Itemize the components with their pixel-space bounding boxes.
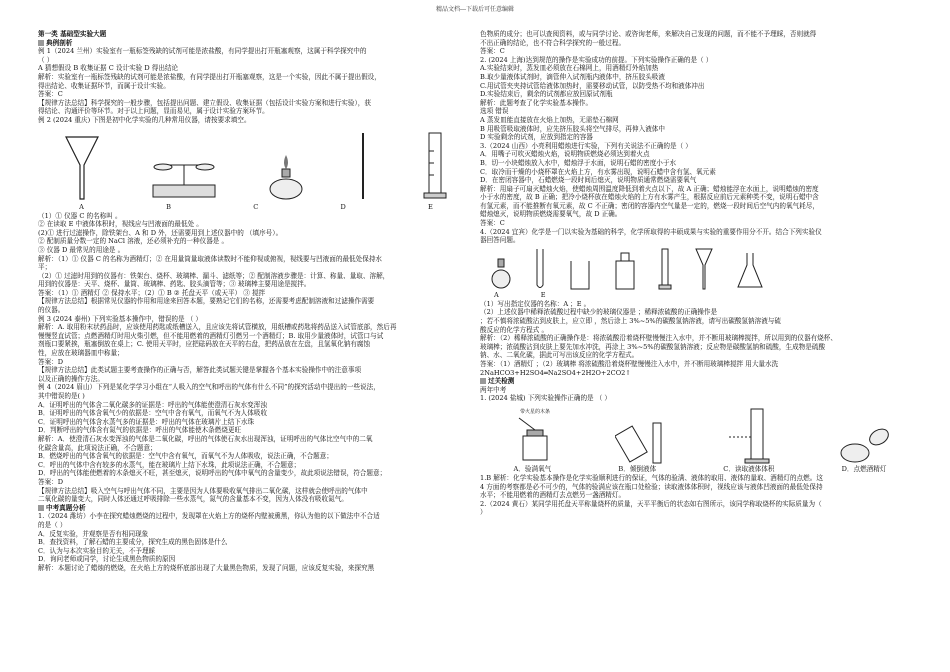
alcohol-lamp-icon xyxy=(266,151,306,201)
text-line: 平； xyxy=(38,263,52,272)
lighting-lamp-icon xyxy=(835,415,895,465)
text-line: B．查找资料，了解石蜡的主要成分，探究生成的黑色固体是什么 xyxy=(38,538,228,547)
instrument-figure xyxy=(38,127,474,201)
funnel-icon xyxy=(694,247,714,291)
subsection-title xyxy=(480,377,920,386)
right-block-2 xyxy=(480,300,920,377)
text-line: A．用嘴子可吹灭蜡烛火焰，说明物质燃烧必须达到着火点 xyxy=(480,150,650,159)
test-tube-icon xyxy=(534,247,546,291)
figure-labels xyxy=(480,291,920,300)
text-line: 其中错误的是( ) xyxy=(38,392,85,400)
figure-label: B xyxy=(166,202,171,211)
text-line: 【规律方法总结】根据常见仪器的作用和用途来回答本题，要熟记它们的名称，还需要考虑配制溶液和过滤操作需要 xyxy=(38,297,375,306)
text-line: C．取冷而干燥的小烧杯罩在火焰上方，有水雾出现，说明石蜡中含有氢、氧元素 xyxy=(480,167,716,176)
text-line: 4 方面的考察都是必不可少的，气体的验满应该在瓶口处检验；读取液体体积时，视线应该与液体凹液面的最低处保持 xyxy=(480,482,823,491)
text-line: 酸反应的化学方程式 。 xyxy=(480,325,549,334)
figure-annotation: 带火星的木条 xyxy=(519,408,550,415)
figure-labels xyxy=(38,203,474,212)
subsection-title xyxy=(38,504,474,513)
right-block-4 xyxy=(480,474,920,517)
text-line: B．证明呼出的气体含氧气少的依据是：空气中含有氧气，而氧气不为人体吸收 xyxy=(38,409,268,418)
text-line: D.实验结束后，剩余的试剂都应放回原试剂瓶 xyxy=(480,90,613,99)
text-line: 的仪器。 xyxy=(38,306,65,315)
text-line: 解析：A. 取用粉末状药品时，应该使用药匙或纸槽送入，且应该先将试管横放，用纸槽或药匙将药品送入试管底部，然后再 xyxy=(38,323,397,332)
figure-label: D xyxy=(340,202,346,211)
balance-icon xyxy=(149,151,219,201)
figure-item xyxy=(505,408,565,465)
text-line: 【规律方法总结】科学探究的一般步骤，包括提出问题、建立假设、收集证据（包括设计实验方案和进行实验），获 xyxy=(38,98,371,107)
bullet-icon xyxy=(38,505,44,511)
text-line: 性，应放在玻璃器皿中称量； xyxy=(38,349,124,358)
text-line: C．认为与本次实验目的无关，不予理睬 xyxy=(38,546,156,555)
text-line: C．呼出的气体中含有较多的水蒸气，能在玻璃片上结下水珠，此项说法正确，不合题意； xyxy=(38,460,301,469)
text-line: 3.（2024 山西）小亮利用蜡烛进行实验，下列有关说法不正确的是（ ） xyxy=(480,141,692,150)
text-line: A．证明呼出的气体含二氧化碳多的证据是：呼出的气体能使澄清石灰水变浑浊 xyxy=(38,400,267,409)
right-column xyxy=(480,30,920,517)
text-line: （2）① 过滤时用到的仪器有：铁架台、烧杯、玻璃棒、漏斗、滤纸等；② 配制溶液步骤是：计算、称量、量取、溶解， xyxy=(38,271,390,280)
bullet-icon xyxy=(38,40,44,46)
text-line: 小于水的密度，故 B 正确；把冷小烧杯放在蜡烛火焰的上方有水雾产生，根据反应前后元素种类不变，说明石蜡中含 xyxy=(480,193,819,202)
text-line: 得结论、沟通评价等环节。对于以上问题，显而易见，属于设计实验方案环节。 xyxy=(38,107,269,116)
text-line: 答案：C xyxy=(38,90,63,99)
right-block-1 xyxy=(480,30,920,245)
text-line: D 实验剩余的试剂，应放到指定的容器 xyxy=(480,133,593,142)
text-line: A 蒸发皿能直接放在火焰上加热，无需垫石棉网 xyxy=(480,115,619,124)
reagent-bottle-icon xyxy=(614,251,636,291)
text-line: 2. (2024 上海)达到规范的操作是实验成功的前提。下列实验操作正确的是（ ） xyxy=(480,55,713,64)
text-line: 色物质的成分；也可以查阅资料，或与同学讨论、或咨询老师，来解决自己发现的问题，而不能不予理睬，否则就得 xyxy=(480,30,817,38)
text-line: 二氧化碳的量变大，同时人体还通过呼吸排除一些水蒸气，氮气的含量基本不变，因为人体没有吸收氮气。 xyxy=(38,495,348,504)
page-header: 精品文档---下载后可任意编辑 xyxy=(435,6,515,13)
subsection-title-text: 中考真题分析 xyxy=(46,503,86,512)
text-line: 1.B 解析：化学实验基本操作是化学实验顺利进行的保证，气体的验满、液体的取用、液体的量取、酒精灯的点燃。这 xyxy=(480,473,823,482)
text-line: 水平；不能用燃着的酒精灯去点燃另一盏酒精灯。 xyxy=(480,491,626,500)
text-line: 2.（2024 黄石）某同学用托盘天平称量烧杯的质量，天平平衡后的状态如右图所示，该同学称取烧杯的实际质量为（ xyxy=(480,499,822,508)
text-line: B．切一小块蜡烛放入水中，蜡烛浮于水面，说明石蜡的密度小于水 xyxy=(480,158,677,167)
graduated-cylinder-icon xyxy=(658,247,672,291)
figure-label: B．倾倒液体 xyxy=(618,464,657,473)
text-line: 1.（2024 潍坊）小李在探究蜡烛燃烧的过程中，发现罩在火焰上方的烧杯内壁被熏黑，你认为他的以下做法中不合适 xyxy=(38,512,380,521)
text-line: 例 4（2024 眉山）下列是某化学学习小组在“人吸入的空气和呼出的气体有什么不同”的探究活动中提出的一些说法， xyxy=(38,383,380,392)
graduated-cylinder-icon xyxy=(420,131,450,201)
text-line: 答案：D xyxy=(38,357,64,366)
text-line: 解析：实验室有一瓶标签残缺的试剂可能是浓盐酸，有同学提出打开瓶塞观察，这是一个实验，因此不属于提出假设， xyxy=(38,72,381,81)
section-title: 第一类 基础型实验大题 xyxy=(38,30,107,38)
flask-icon xyxy=(736,251,764,291)
text-line: B．燃烧呼出的气体含氧气的依据是：空气中含有氧气，而氧气不为人体吸收，说法正确，不合题意； xyxy=(38,452,333,461)
subsection-title xyxy=(38,39,474,48)
text-line: 4.（2024 宜宾）化学是一门以实验为基础的科学，化学所取得的丰硕成果与实验的重要作用分不开。结合下列实验仪 xyxy=(480,227,822,236)
text-line: C．证明呼出的气体含水蒸气多的证据是：呼出的气体在玻璃片上结下水珠 xyxy=(38,417,255,426)
text-line: B.取少量液体试剂时，滴管伸入试剂瓶内液体中，挤压胶头吸液 xyxy=(480,72,665,81)
text-line: (2)① 进行过滤操作，除铁架台、A 和 D 外，还需要用到上述仪器中的 （填序号）。 xyxy=(38,228,283,237)
figure-label: C xyxy=(253,202,259,211)
left-column xyxy=(38,30,474,572)
text-line: D．呼出的气体能使燃着的木条熄灭不旺，甚至熄灭，说明呼出的气体中氧气的含量变少，故此项说法错误，符合题意； xyxy=(38,469,387,478)
text-line: （1）① 仪器 C 的名称叫 。 xyxy=(38,211,122,220)
text-line: 例 3 (2024 泰州) 下列实验基本操作中，错误的是 （ ） xyxy=(38,314,202,323)
text-line: 例 1（2024 兰州）实验室有一瓶标签残缺的试剂可能是浓盐酸，有同学提出打开瓶塞观察，这属于科学探究中的 xyxy=(38,47,367,56)
beaker-icon xyxy=(568,257,592,291)
text-line: 选项 错误 xyxy=(480,107,509,116)
left-block-1 xyxy=(38,39,474,125)
text-line: 1. (2024 盐城) 下列实验操作正确的是 （ ） xyxy=(480,394,612,403)
pouring-liquid-icon xyxy=(615,415,675,465)
text-line: 得出结论、收集证据环节，而属于设计实验。 xyxy=(38,81,170,90)
text-line: 以及正确的操作方法。 xyxy=(38,374,104,383)
text-line: 答案：C xyxy=(480,219,505,228)
text-line: 例 2 (2024 重庆) 下图是初中化学实验的几种常用仪器，请按要求填空。 xyxy=(38,115,251,124)
text-line: C.用试管夹夹持试管给液体加热时，需要移动试管，以防受热不均和液体冲出 xyxy=(480,81,705,90)
text-line: 解析：（1）① 仪器 C 的名称为酒精灯；② 在用量筒量取液体读数时不能仰视或俯视，视线要与凹液面的最低处保持水 xyxy=(38,254,383,263)
text-line: 解析：用扇子可扇灭蜡烛火焰，使蜡烛周围温度降低到着火点以下，故 A 正确；蜡烛能浮在水面上，说明蜡烛的密度 xyxy=(480,184,819,193)
gas-bottle-icon xyxy=(505,416,565,462)
text-line: 答案：（1）酒精灯 ；（2）玻璃棒 将浓硫酸沿着烧杯壁慢慢注入水中，并不断用玻璃棒搅拌 用大量水洗 xyxy=(480,360,779,368)
text-line: 剂瓶口要紧挨，瓶塞倒放在桌上；C. 使用天平时，应把砝码放在天平的右盘，把药品放在左盘，且氢氧化钠有腐蚀 xyxy=(38,340,371,349)
text-line: 解析：本题讨论了蜡烛的燃烧，在火焰上方的烧杯底部出现了大量黑色物质，发现了问题，应该反复实验，来探究黑 xyxy=(38,563,375,572)
text-line: 器回答问题。 xyxy=(480,236,520,245)
text-line: B 用吸管吸取液体时，应先挤压胶头将空气排尽，再伸入液体中 xyxy=(480,124,665,133)
text-line: 不出正确的结论，也不符合科学探究的一般过程。 xyxy=(480,38,626,47)
text-line: 答案：C xyxy=(480,47,505,56)
text-line: 答案：（1）① 酒精灯 ② 保持水平；（2）① B ② 托盘天平（或天平） ③ 搅拌 xyxy=(38,288,266,297)
text-line: ② 配制质量分数一定的 NaCl 溶液，还必须补充的一种仪器是 。 xyxy=(38,237,229,246)
text-line: 用到的仪器是：天平、烧杯、量筒、玻璃棒、药匙、胶头滴管等；③ 玻璃棒主要用途是搅拌。 xyxy=(38,280,311,289)
figure-label: D．点燃酒精灯 xyxy=(841,464,887,473)
text-line: A 猜想假设 B 收集证据 C 设计实验 D 得出结论 xyxy=(38,64,179,73)
text-line: 两年中考 xyxy=(480,385,507,394)
figure-label: A．验满氧气 xyxy=(513,464,552,473)
text-line: ③ 仪器 D 最常见的用途是 。 xyxy=(38,245,125,254)
text-line: 解析：A．使澄清石灰水变浑浊的气体是二氧化碳，呼出的气体使石灰水出现浑浊，证明呼出的气体比空气中的二氧 xyxy=(38,434,373,443)
text-line: 蜡烛熄灭，说明物质燃烧需要氧气，故 D 正确。 xyxy=(480,210,622,219)
text-line: （1）写出指定仪器的名称：A ；E 。 xyxy=(480,299,591,308)
text-line: 【规律方法总结】吸入空气与呼出气体不同，主要是因为人体要吸收氧气排出二氧化碳，这样就会使呼出的气体中 xyxy=(38,486,368,495)
text-line: ） xyxy=(480,508,487,517)
text-line: D．判断呼出的气体含有氮气的依据是：呼出的气体能使木条燃烧更旺 xyxy=(38,426,242,435)
text-line: 玻璃棒；浓硫酸沾到皮肤上要先加水冲洗，再涂上 3%~5%的碳酸氢钠溶液；反应物是碳酸氢钠和硫酸，生成物是硫酸 xyxy=(480,342,826,351)
text-line: ；若不慎将浓硫酸沾到皮肤上，应立即 ，然后涂上 3%~5%的碳酸氢钠溶液，请写出碳酸氢钠溶液与硫 xyxy=(480,317,781,326)
text-line: 2NaHCO3+H2SO4═Na2SO4+2H2O+2CO2↑ xyxy=(480,368,631,377)
text-line: 的是（ ） xyxy=(38,520,67,529)
right-block-3 xyxy=(480,377,920,403)
bullet-icon xyxy=(480,378,486,384)
text-line: ② 在读取 E 中液体体积时，视线应与凹液面的最低处 。 xyxy=(38,220,203,229)
subsection-title-text: 典例剖析 xyxy=(46,38,73,47)
reading-cylinder-icon xyxy=(725,407,785,465)
text-line: 有氢元素，而不能推断有氧元素，故 C 不正确；密闭的容器内空气量是一定的，燃烧一段时间后空气内的氧气耗尽， xyxy=(480,201,819,210)
text-line: （2）上述仪器中稀释浓硫酸过程中缺少的玻璃仪器是 ；稀释浓硫酸的正确操作是 xyxy=(480,308,718,317)
figure-label: A xyxy=(79,202,84,211)
text-line: 解析：此题考查了化学实验基本操作。 xyxy=(480,98,593,107)
text-line: 解析：（2）稀释浓硫酸的正确操作是：将浓硫酸沿着烧杯壁慢慢注入水中，并不断用玻璃棒搅拌，所以用到的仪器有烧杯、 xyxy=(480,334,837,343)
subsection-title-text: 过关检测 xyxy=(488,377,515,386)
text-line: A.实验结束时，蒸发皿必须放在石棉网上，用酒精灯外焰加热 xyxy=(480,64,659,73)
alcohol-lamp-icon xyxy=(490,251,512,291)
glass-rod-icon xyxy=(353,131,373,201)
text-line: 慢慢竖直试管；点燃酒精灯时用火柴引燃，但不能用燃着的酒精灯引燃另一个酒精灯；B. 取用少量液体时，试管口与试 xyxy=(38,331,384,340)
figure-label: A xyxy=(494,290,499,299)
text-line: A．反复实验，并观察是否有相同现象 xyxy=(38,529,149,538)
text-line: 钠、水、二氧化碳，据此可写出该反应的化学方程式。 xyxy=(480,351,639,360)
left-block-2 xyxy=(38,212,474,504)
figure-label: C．读取液体体积 xyxy=(723,464,775,473)
operation-figure xyxy=(480,405,920,465)
text-line: D．在密闭容器中，石蜡燃烧一段时间后熄灭，说明物质通常燃烧需要氧气 xyxy=(480,176,697,185)
funnel-icon xyxy=(62,131,102,201)
left-block-3 xyxy=(38,504,474,573)
figure-label: E xyxy=(540,290,546,299)
text-line: 化碳含量高，此项说法正确，不合题意； xyxy=(38,443,157,452)
figure-label: E xyxy=(428,202,433,211)
figure-labels xyxy=(480,465,920,474)
text-line: （ ） xyxy=(38,55,54,64)
text-line: D．询问老师或同学，讨论生成黑色物质的原因 xyxy=(38,555,176,564)
glassware-figure xyxy=(480,245,920,291)
text-line: 【规律方法总结】此类试题主要考查操作的正确与否，解答此类试题关键是掌握各个基本实验操作中的注意事项 xyxy=(38,366,362,375)
text-line: 答案：D xyxy=(38,477,64,486)
